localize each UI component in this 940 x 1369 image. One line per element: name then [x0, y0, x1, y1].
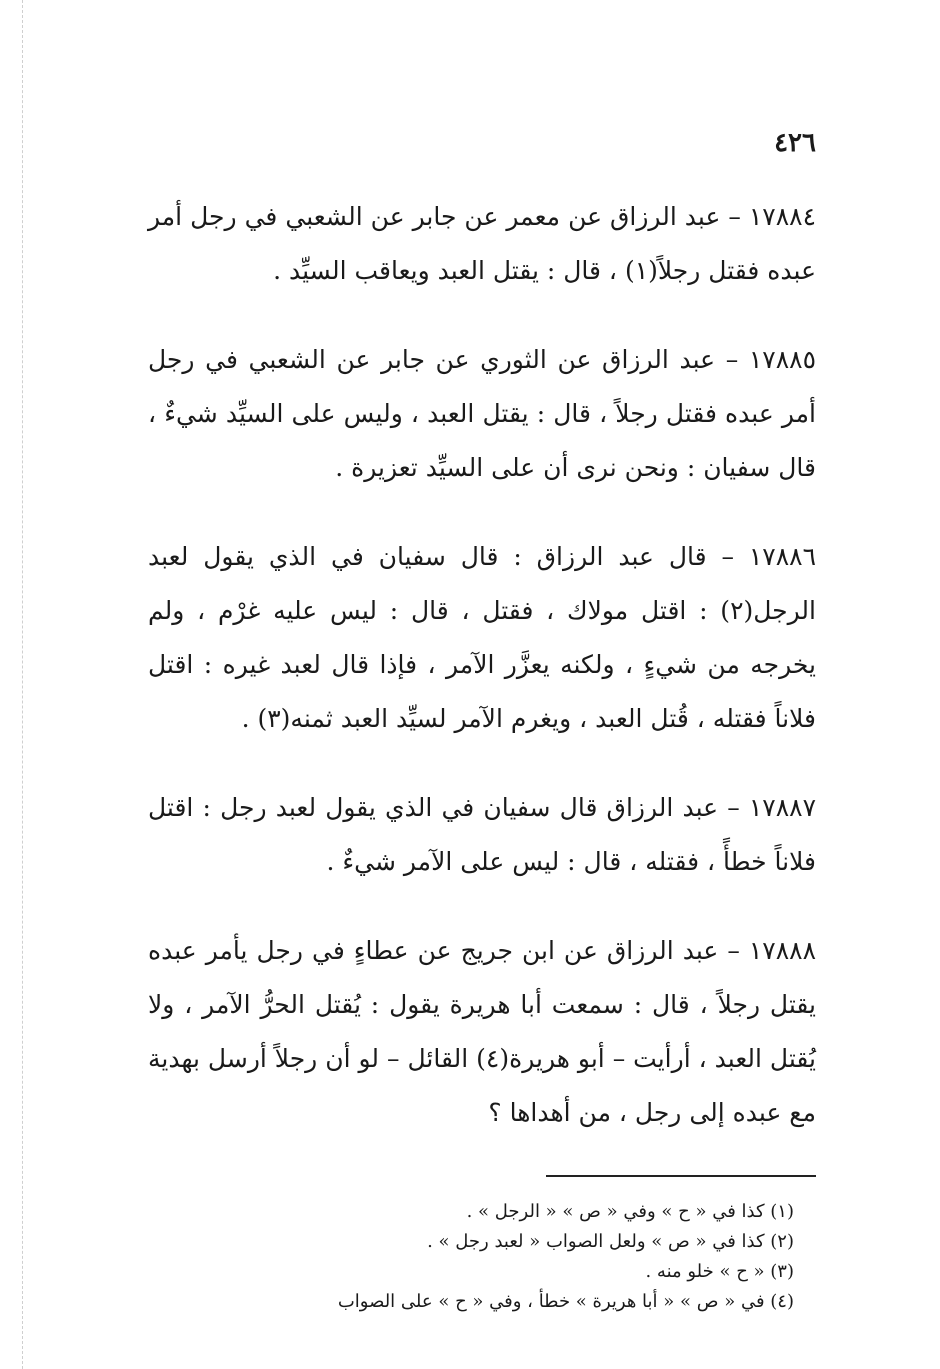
scan-margin-line [22, 0, 24, 1369]
hadith-entry-17888: ١٧٨٨٨ – عبد الرزاق عن ابن جريج عن عطاءٍ في رجل يأمر عبده يقتل رجلاً ، قال : سمعت أبا هريرة يقول : يُقتل الحرُّ الآمر ، ولا يُقتل العبد ، أرأيت – أبو هريرة(٤) القائل – لو أن رجلاً أرسل بهدية مع عبده إلى رجل ، من أهداها ؟ [148, 936, 816, 1127]
book-page [148, 128, 816, 1317]
hadith-entry-17884: ١٧٨٨٤ – عبد الرزاق عن معمر عن جابر عن الشعبي في رجل أمر عبده فقتل رجلاً(١) ، قال : يقتل العبد ويعاقب السيِّد . [148, 202, 816, 285]
footnote-4: (٤) في « ص » « أبا هريرة » خطأ ، وفي « ح » على الصواب [337, 1291, 794, 1312]
hadith-entry-17887: ١٧٨٨٧ – عبد الرزاق قال سفيان في الذي يقول لعبد رجل : اقتل فلاناً خطأً ، فقتله ، قال : ليس على الآمر شيءٌ . [148, 793, 816, 876]
footnote-3: (٣) « ح » خلو منه . [645, 1261, 794, 1282]
page-number: ٤٢٦ [774, 128, 816, 158]
hadith-entry-17885: ١٧٨٨٥ – عبد الرزاق عن الثوري عن جابر عن الشعبي في رجل أمر عبده فقتل رجلاً ، قال : يقتل العبد ، وليس على السيِّد شيءٌ ، قال سفيان : ونحن نرى أن على السيِّد تعزيرة . [148, 345, 816, 482]
footnote-2: (٢) كذا في « ص » ولعل الصواب « لعبد رجل » . [427, 1231, 794, 1252]
footnote-separator [546, 1175, 816, 1177]
footnote-1: (١) كذا في « ح » وفي « ص » « الرجل » . [466, 1201, 794, 1222]
footnotes [148, 1197, 816, 1317]
hadith-entry-17886: ١٧٨٨٦ – قال عبد الرزاق : قال سفيان في الذي يقول لعبد الرجل(٢) : اقتل مولاك ، فقتل ، قال : ليس عليه غرْم ، ولم يخرجه من شيءٍ ، ولكنه يعزَّر الآمر ، فإذا قال لعبد غيره : اقتل فلاناً فقتله ، قُتل العبد ، ويغرم الآمر لسيِّد العبد ثمنه(٣) . [148, 542, 816, 733]
